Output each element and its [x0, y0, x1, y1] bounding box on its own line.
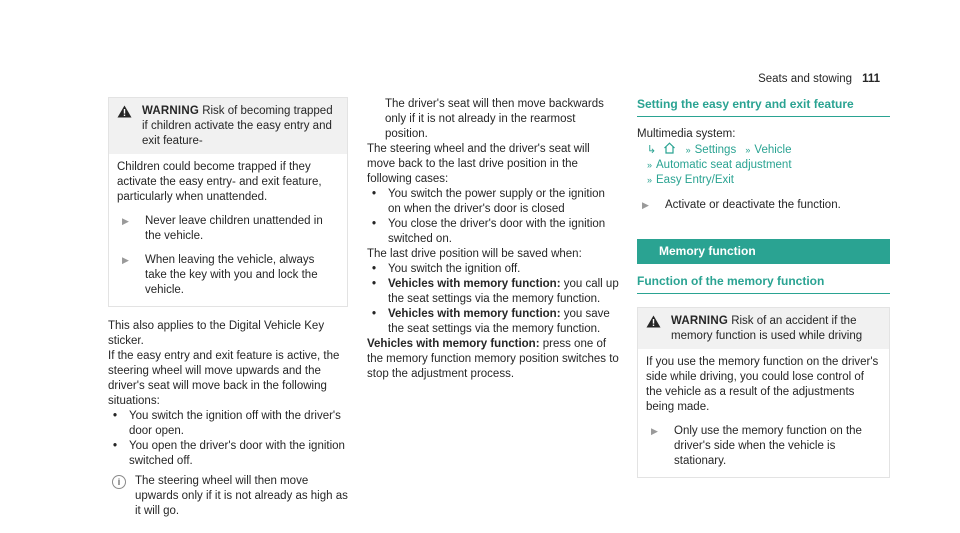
menu-path-3	[637, 173, 890, 188]
warning-body	[109, 154, 347, 306]
chevron-icon: »	[647, 175, 653, 185]
paragraph-continued: The driver's seat will then move backwards only if it is not already in the rearmost position.	[385, 98, 604, 140]
menu-auto-seat-adjustment[interactable]: Automatic seat adjustment	[656, 159, 792, 171]
arrow-icon: ▶	[642, 200, 649, 210]
menu-path-1	[637, 142, 890, 158]
list-item: • You switch the power supply or the ignition on when the driver's door is closed	[372, 188, 605, 215]
info-icon: i	[112, 475, 126, 489]
warning-title-text: Risk of an accident if the memory function is used while driving	[671, 315, 863, 342]
chapter-title: Seats and stowing	[758, 73, 853, 85]
chevron-icon: »	[745, 145, 751, 155]
list-item: • You close the driver's door with the ignition switched on.	[372, 218, 606, 245]
warning-header	[638, 308, 889, 349]
home-icon	[663, 142, 676, 154]
warning-label: WARNING	[671, 315, 728, 327]
page-number: 111	[862, 73, 880, 85]
return-arrow-icon: ↳	[647, 144, 657, 156]
paragraph-saved-when: The last drive position will be saved when:	[367, 248, 582, 260]
column-1	[108, 97, 348, 519]
column-3	[637, 97, 890, 478]
paragraph-situations: If the easy entry and exit feature is active, the steering wheel will move upwards and the driver's seat will move back in the following situations:	[108, 350, 340, 407]
chapter-bar-memory-function: Memory function	[637, 239, 890, 264]
menu-path-2	[637, 158, 890, 173]
paragraph-digital-key: This also applies to the Digital Vehicle Key sticker.	[108, 320, 325, 347]
paragraph-last-drive: The steering wheel and the driver's seat will move back to the last drive position in the following cases:	[367, 143, 590, 185]
bullet-list	[367, 262, 619, 337]
warning-title-text: Risk of becoming trapped if children activate the easy entry and exit feature-	[142, 105, 333, 147]
action-step	[637, 198, 890, 213]
note	[108, 474, 348, 519]
warning-box-trapped	[108, 97, 348, 307]
warning-action-text: Only use the memory function on the driver's side when the vehicle is stationary.	[674, 425, 862, 467]
warning-label: WARNING	[142, 105, 199, 117]
action-text: Activate or deactivate the function.	[665, 199, 841, 211]
list-item: • You open the driver's door with the ignition switched off.	[113, 440, 345, 467]
arrow-icon: ▶	[122, 216, 129, 226]
warning-body	[638, 349, 889, 477]
subsection-title: Function of the memory function	[637, 274, 890, 294]
multimedia-label: Multimedia system:	[637, 128, 736, 140]
chevron-icon: »	[647, 160, 653, 170]
warning-action-2	[117, 253, 339, 298]
page-header	[758, 72, 880, 87]
warning-action-1	[117, 214, 339, 244]
arrow-icon: ▶	[651, 426, 658, 436]
menu-settings[interactable]: Settings	[694, 144, 737, 156]
section-title: Setting the easy entry and exit feature	[637, 97, 890, 117]
menu-vehicle[interactable]: Vehicle	[754, 144, 792, 156]
warning-action-text: Never leave children unattended in the vehicle.	[145, 215, 323, 242]
warning-text: Children could become trapped if they activate the easy entry- and exit feature, particularly when unattended.	[117, 161, 322, 203]
warning-box-accident	[637, 307, 890, 478]
column-2	[367, 97, 619, 382]
warning-action-text: When leaving the vehicle, always take the key with you and lock the vehicle.	[145, 254, 318, 296]
list-item: • You switch the ignition off with the driver's door open.	[113, 410, 341, 437]
list-item: • You switch the ignition off.	[372, 263, 521, 275]
bullet-list	[108, 409, 348, 469]
menu-easy-entry-exit[interactable]: Easy Entry/Exit	[656, 174, 734, 186]
note-text: The steering wheel will then move upwards only if it is not already as high as it will go.	[135, 475, 348, 517]
bullet-list	[367, 187, 619, 247]
warning-triangle-icon	[646, 315, 661, 328]
paragraph-stop-adjustment: Vehicles with memory function: press one of the memory function memory position switches to stop the adjustment process.	[367, 338, 619, 380]
arrow-icon: ▶	[122, 255, 129, 265]
warning-action	[646, 424, 881, 469]
chevron-icon: »	[685, 145, 691, 155]
list-item: • Vehicles with memory function: you save the seat settings via the memory function.	[372, 308, 610, 335]
list-item: • Vehicles with memory function: you call up the seat settings via the memory function.	[372, 278, 619, 305]
warning-triangle-icon	[117, 105, 132, 118]
warning-header	[109, 98, 347, 154]
warning-text: If you use the memory function on the driver's side while driving, you could lose control of the vehicle as a result of the adjustments being made.	[646, 356, 879, 413]
